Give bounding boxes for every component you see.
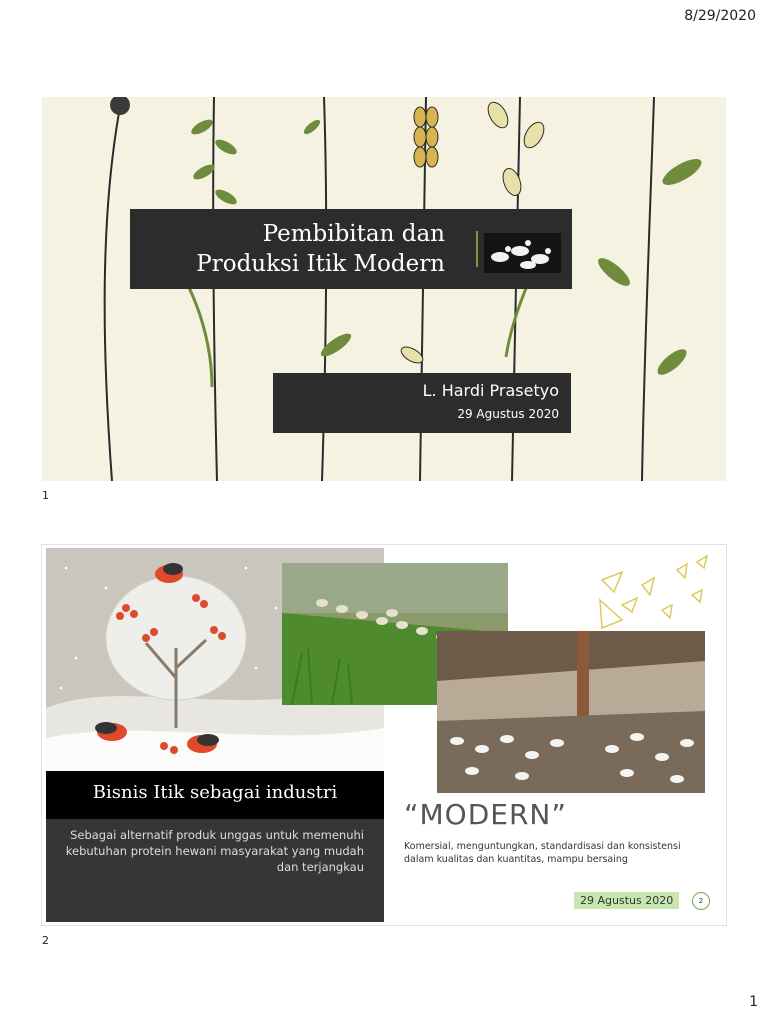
business-panel <box>46 771 384 922</box>
slide-2 <box>42 545 726 925</box>
title-line-1: Pembibitan dan <box>262 221 445 247</box>
slide-number-badge: 2 <box>692 892 710 910</box>
presentation-title <box>130 219 445 279</box>
slide-number-1: 1 <box>42 489 49 502</box>
modern-description: Komersial, menguntungkan, standardisasi dan konsistensi dalam kualitas dan kuantitas, mampu bersaing <box>404 841 681 865</box>
slide-1 <box>42 97 726 481</box>
modern-title: “MODERN” <box>404 798 567 831</box>
presentation-date: 29 Agustus 2020 <box>457 407 559 421</box>
slide-heading: Bisnis Itik sebagai industri <box>92 782 338 803</box>
duck-barn-photo <box>437 631 705 793</box>
ducks-photo <box>484 233 561 273</box>
author-box <box>273 373 571 433</box>
slide-description: Sebagai alternatif produk unggas untuk memenuhi kebutuhan protein hewani masyarakat yang mudah dan terjangkau <box>65 828 364 874</box>
title-box <box>130 209 572 289</box>
heading-bar <box>46 771 384 819</box>
title-divider <box>476 231 478 267</box>
page-date: 8/29/2020 <box>684 8 756 24</box>
slide-number-2: 2 <box>42 934 49 947</box>
title-line-2: Produksi Itik Modern <box>196 251 445 277</box>
author-name: L. Hardi Prasetyo <box>422 381 559 400</box>
page-number: 1 <box>749 994 758 1010</box>
slide-date-badge: 29 Agustus 2020 <box>574 892 679 909</box>
decorative-triangles <box>592 550 722 640</box>
ducks-illustration <box>484 233 561 273</box>
